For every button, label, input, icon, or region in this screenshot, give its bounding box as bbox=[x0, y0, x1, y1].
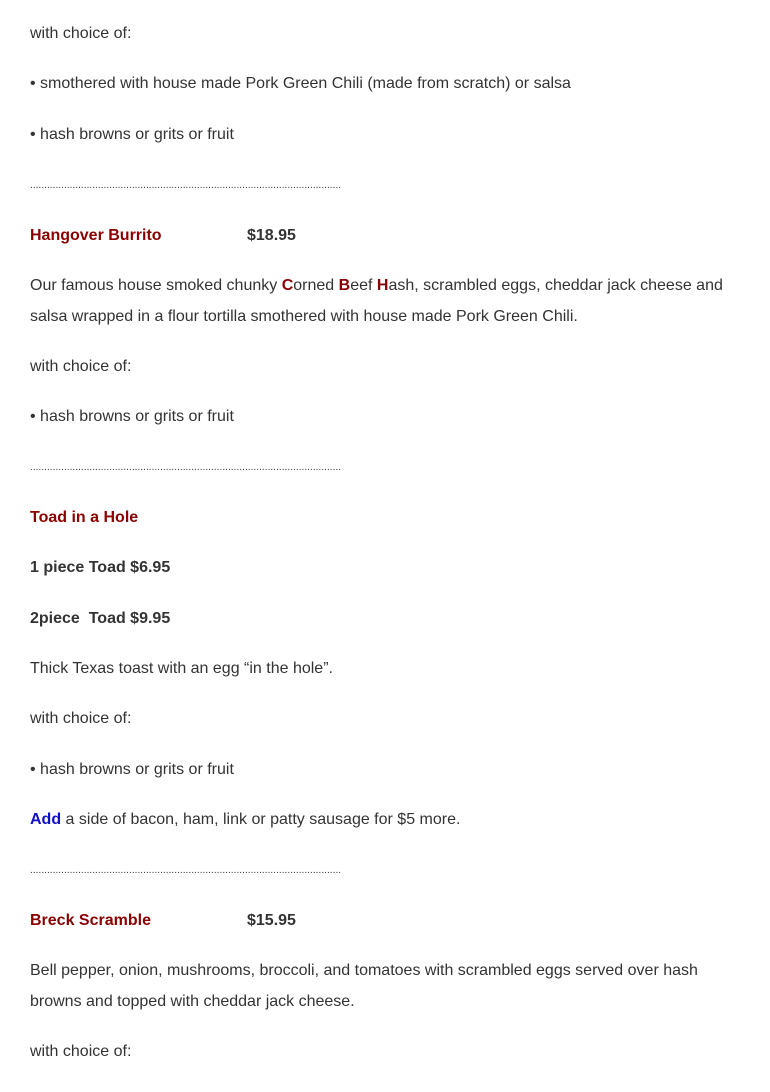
item-price: $15.95 bbox=[247, 912, 296, 929]
separator: .............................................................................................................. bbox=[30, 865, 342, 876]
menu-item-breck-scramble bbox=[30, 911, 330, 931]
item-description: Bell pepper, onion, mushrooms, broccoli, and tomatoes with scrambled eggs served over hash browns and topped with cheddar jack cheese. bbox=[30, 962, 698, 1010]
add-label: Add bbox=[30, 811, 62, 828]
option-item: • hash browns or grits or fruit bbox=[30, 761, 234, 778]
choice-label: with choice of: bbox=[30, 710, 132, 727]
menu-item-toad-in-a-hole: Toad in a Hole bbox=[30, 509, 139, 526]
choice-label: with choice of: bbox=[30, 358, 132, 375]
separator: .............................................................................................................. bbox=[30, 462, 342, 473]
choice-label: with choice of: bbox=[30, 25, 132, 42]
menu-item-hangover-burrito bbox=[30, 226, 330, 246]
item-price: 2piece Toad $9.95 bbox=[30, 610, 171, 627]
item-description: Our famous house smoked chunky Corned Beef Hash, scrambled eggs, cheddar jack cheese and salsa wrapped in a flour tortilla smothered with house made Pork Green Chili. bbox=[30, 277, 723, 325]
option-item: • hash browns or grits or fruit bbox=[30, 408, 234, 425]
choice-label: with choice of: bbox=[30, 1043, 132, 1060]
item-description: Thick Texas toast with an egg “in the hole”. bbox=[30, 660, 333, 677]
item-price: 1 piece Toad $6.95 bbox=[30, 559, 171, 576]
separator: .............................................................................................................. bbox=[30, 180, 342, 191]
add-on-note: Add a side of bacon, ham, link or patty sausage for $5 more. bbox=[30, 811, 461, 828]
item-title: Breck Scramble bbox=[30, 912, 151, 929]
item-price: $18.95 bbox=[247, 227, 296, 244]
option-item: • hash browns or grits or fruit bbox=[30, 126, 234, 143]
item-title: Hangover Burrito bbox=[30, 227, 162, 244]
option-item: • smothered with house made Pork Green Chili (made from scratch) or salsa bbox=[30, 75, 571, 92]
